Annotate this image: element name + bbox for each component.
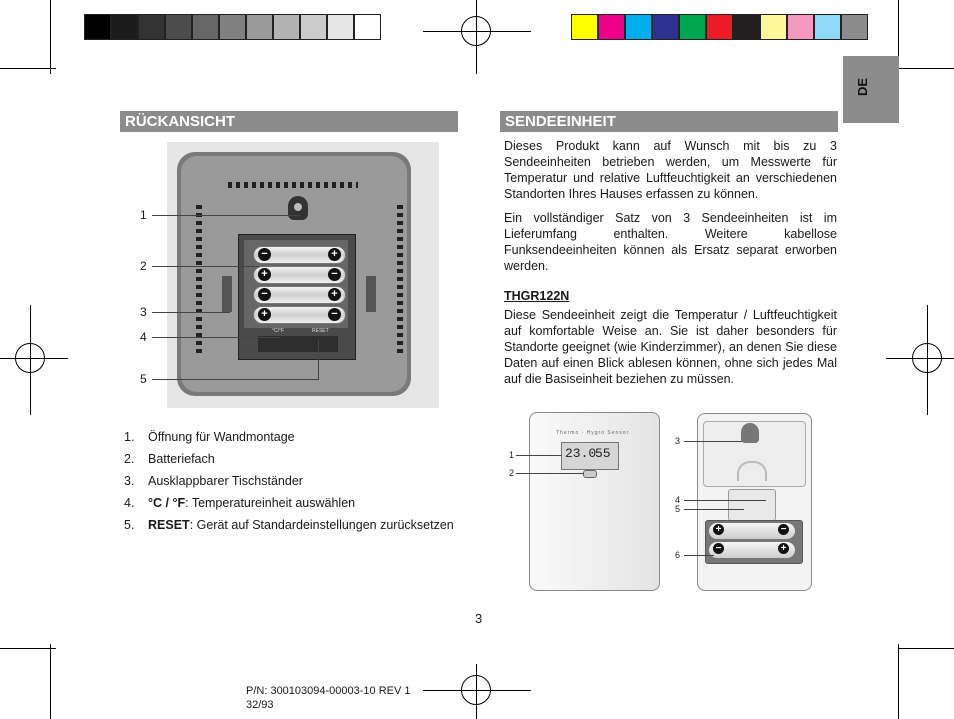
battery-icon: − + bbox=[253, 246, 346, 264]
callout-5: 5 bbox=[140, 372, 147, 386]
lcd-temperature: 23.0 bbox=[565, 446, 597, 461]
color-swatch bbox=[165, 14, 192, 40]
color-swatch bbox=[787, 14, 814, 40]
list-item: 5. RESET: Gerät auf Standardeinstellungen zurücksetzen bbox=[124, 518, 454, 532]
paragraph-model: Diese Sendeeinheit zeigt die Temperatur / Luftfeuchtigkeit auf komfortable Weise an. Sie ist daher besonders für Standorte geeignet (wie Kinderzimmer), an denen Sie diese Daten auf einen Blick ablesen können, ohne sich jedes Mal auf die Basiseinheit beziehen zu müssen. bbox=[504, 308, 837, 386]
callout-front-2: 2 bbox=[509, 468, 515, 478]
color-swatch bbox=[111, 14, 138, 40]
battery-icon: + − bbox=[253, 266, 346, 284]
reset-label: RESET bbox=[312, 328, 329, 334]
color-swatch bbox=[841, 14, 868, 40]
paragraph-intro: Dieses Produkt kann auf Wunsch mit bis zu 3 Sendeeinheiten betrieben werden, um Messwerte für Temperatur und relative Luftfeuchtigkeit an verschiedenen Standorten Ihres Hauses erfassen zu können. bbox=[504, 139, 837, 201]
color-swatch bbox=[138, 14, 165, 40]
color-swatch bbox=[733, 14, 760, 40]
crop-mark bbox=[0, 648, 56, 649]
list-item: 4. °C / °F: Temperatureinheit auswählen bbox=[124, 496, 356, 510]
section-heading-sendeeinheit: SENDEEINHEIT bbox=[500, 111, 838, 132]
battery-icon: + − bbox=[709, 523, 795, 539]
callout-1: 1 bbox=[140, 208, 147, 222]
color-swatch bbox=[625, 14, 652, 40]
callout-3: 3 bbox=[140, 305, 147, 319]
color-swatch bbox=[760, 14, 787, 40]
color-swatch bbox=[652, 14, 679, 40]
color-swatch bbox=[300, 14, 327, 40]
color-swatch bbox=[327, 14, 354, 40]
crop-mark bbox=[898, 644, 899, 719]
color-swatch bbox=[679, 14, 706, 40]
callout-back-3: 3 bbox=[675, 436, 681, 446]
crop-mark bbox=[0, 68, 56, 69]
battery-icon: − + bbox=[253, 286, 346, 304]
crop-mark bbox=[898, 68, 954, 69]
section-heading-rueckansicht: RÜCKANSICHT bbox=[120, 111, 458, 132]
table-stand-icon bbox=[222, 276, 232, 312]
part-number: P/N: 300103094-00003-10 REV 1 bbox=[246, 685, 411, 697]
language-tab-label: DE bbox=[855, 77, 870, 96]
color-swatch bbox=[354, 14, 381, 40]
page-number: 3 bbox=[475, 611, 483, 626]
table-stand-icon bbox=[366, 276, 376, 312]
list-item: 3. Ausklappbarer Tischständer bbox=[124, 474, 303, 488]
color-swatch bbox=[814, 14, 841, 40]
paragraph-set: Ein vollständiger Satz von 3 Sendeeinheiten ist im Lieferumfang enthalten. Weitere kabellose Funksendeeinheiten können als Ersatz separat erworben werden. bbox=[504, 211, 837, 273]
subheading-model: THGR122N bbox=[504, 289, 570, 303]
callout-2: 2 bbox=[140, 259, 147, 273]
wall-mount-hole-icon bbox=[741, 423, 759, 443]
callout-back-5: 5 bbox=[675, 504, 681, 514]
sheet-number: 32/93 bbox=[246, 699, 274, 711]
color-swatch bbox=[192, 14, 219, 40]
feature-list bbox=[120, 429, 455, 539]
color-swatch bbox=[571, 14, 598, 40]
color-swatch bbox=[706, 14, 733, 40]
color-swatch bbox=[246, 14, 273, 40]
list-item: 2. Batteriefach bbox=[124, 452, 215, 466]
crop-mark bbox=[50, 644, 51, 719]
color-swatch bbox=[598, 14, 625, 40]
battery-icon: + − bbox=[253, 306, 346, 324]
color-swatch bbox=[273, 14, 300, 40]
sensor-button-icon bbox=[583, 470, 597, 478]
unit-switch-label: °C/°F bbox=[272, 328, 285, 334]
crop-mark bbox=[898, 648, 954, 649]
list-item: 1. Öffnung für Wandmontage bbox=[124, 430, 295, 444]
lcd-humidity: 55 bbox=[595, 446, 611, 461]
battery-icon: − + bbox=[709, 542, 795, 558]
callout-front-1: 1 bbox=[509, 450, 515, 460]
callout-4: 4 bbox=[140, 330, 147, 344]
language-tab bbox=[843, 56, 899, 123]
callout-back-4: 4 bbox=[675, 495, 681, 505]
callout-back-6: 6 bbox=[675, 550, 681, 560]
crop-mark bbox=[50, 0, 51, 74]
sensor-brand-label: Thermo · Hygro Sensor bbox=[556, 430, 630, 436]
color-swatch bbox=[84, 14, 111, 40]
color-swatch bbox=[219, 14, 246, 40]
